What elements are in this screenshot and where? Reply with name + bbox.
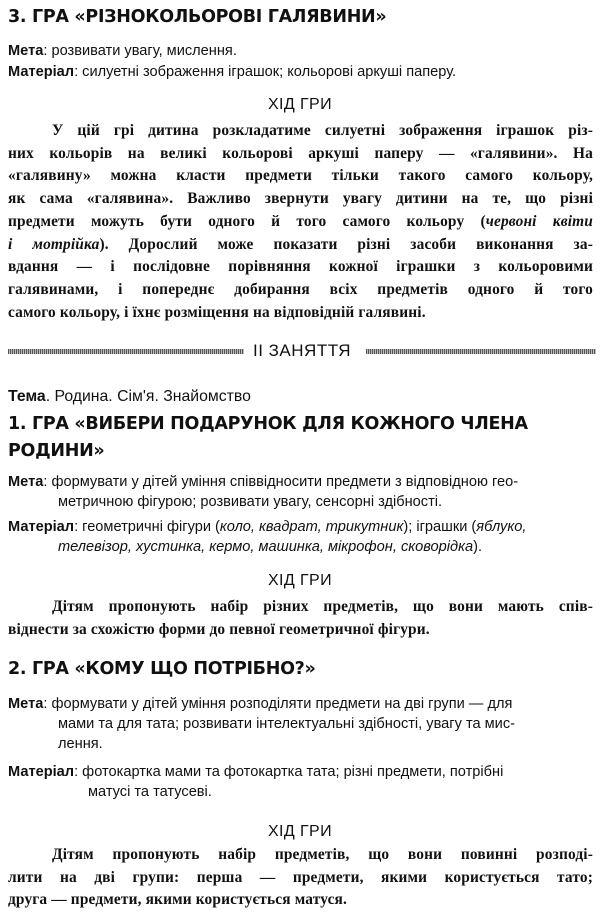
text-line: друга — предмети, якими користується матуся. <box>8 891 348 909</box>
topic-text: . Родина. Сім'я. Знайомство <box>45 387 251 405</box>
game3-course-heading: ХІД ГРИ <box>267 96 333 113</box>
game1-description <box>8 596 593 641</box>
text-line: Дітям пропонують набір предметів, що вони повинні розподі- <box>52 846 593 863</box>
text-line <box>8 211 593 234</box>
text-line: віднести за схожістю форми до певної геометричної фігури. <box>8 620 430 638</box>
text-line: лити на дві групи: перша — предмети, якими користується тато; <box>8 868 593 886</box>
text-line: «галявину» можна класти предмети тільки такого самого кольору, <box>8 167 593 185</box>
game3-title: 3. ГРА «РІЗНОКОЛЬОРОВІ ГАЛЯВИНИ» <box>8 7 387 27</box>
game3-description <box>8 120 593 324</box>
italic-example: червоні квіти <box>485 212 594 230</box>
material-label: Матеріал <box>8 764 75 780</box>
text-line: самого кольору, і їхнє розміщення на відповідній галявині. <box>8 303 426 321</box>
game2-title: 2. ГРА «КОМУ ЩО ПОТРІБНО?» <box>8 659 316 679</box>
material-text: ). <box>473 539 483 555</box>
title-line: 1. ГРА «ВИБЕРИ ПОДАРУНОК ДЛЯ КОЖНОГО ЧЛЕНА <box>8 414 528 434</box>
material-line <box>8 537 596 557</box>
text-line: Дітям пропонують набір різних предметів, що вони мають спів- <box>52 598 593 615</box>
text-line: вдання — і послідовне порівняння кожної іграшки з кольоровими <box>8 258 593 276</box>
session-topic <box>8 386 596 408</box>
text-line: як сама «галявина». Важливо звернути увагу дитини на те, що різні <box>8 190 593 208</box>
divider-bar-right <box>366 349 596 354</box>
title-line: РОДИНИ» <box>8 441 105 461</box>
game2-goal <box>8 694 596 754</box>
material-shapes: коло, квадрат, трикутник <box>219 519 404 535</box>
text-line: них кольорів на великі кольорові аркуші паперу — «галявини». На <box>8 144 593 162</box>
material-text: : фотокартка мами та фотокартка тата; різні предмети, потрібні <box>74 764 504 780</box>
game2-material <box>8 762 596 802</box>
game2-course-heading: ХІД ГРИ <box>267 823 333 840</box>
text-line: У цій грі дитина розкладатиме силуетні зображення іграшок різ- <box>52 122 593 139</box>
goal-label: Мета <box>8 474 44 490</box>
session-divider <box>8 340 596 362</box>
game1-course-heading: ХІД ГРИ <box>267 572 333 589</box>
material-toys: телевізор, хустинка, кермо, машинка, мікрофон, сковорідка <box>58 539 474 555</box>
italic-example: і мотрійка <box>8 235 100 253</box>
game1-goal <box>8 472 596 512</box>
material-text: матусі та татусеві. <box>88 784 212 800</box>
goal-text: : розвивати увагу, мислення. <box>43 43 237 59</box>
game3-material <box>8 62 596 82</box>
material-label: Матеріал <box>8 64 75 80</box>
goal-text: метричною фігурою; розвивати увагу, сенсорні здібності. <box>58 494 443 510</box>
goal-text: лення. <box>58 736 103 752</box>
text-fragment: предмети можуть бути одного й того самого кольору ( <box>8 212 486 230</box>
game1-material <box>8 517 596 557</box>
game2-description <box>8 844 593 912</box>
material-text: : геометричні фігури ( <box>74 519 220 535</box>
material-text: : силуетні зображення іграшок; кольорові аркуші паперу. <box>74 64 457 80</box>
game1-title <box>8 411 593 465</box>
game3-goal <box>8 41 596 61</box>
goal-text: : формувати у дітей уміння співвідносити предмети з відповідною гео- <box>43 474 519 490</box>
material-toys: яблуко, <box>476 519 527 535</box>
session-label: II ЗАНЯТТЯ <box>252 341 351 360</box>
text-fragment: ). Дорослий може показати різні засоби виконання за- <box>99 235 593 253</box>
material-text: ); іграшки ( <box>403 519 477 535</box>
goal-label: Мета <box>8 43 44 59</box>
text-line <box>8 234 593 257</box>
goal-label: Мета <box>8 696 44 712</box>
material-label: Матеріал <box>8 519 75 535</box>
goal-text: мами та для тата; розвивати інтелектуальні здібності, увагу та мис- <box>58 716 515 732</box>
text-line: галявинами, і попереднє добирання всіх предметів одного й того <box>8 280 593 298</box>
goal-text: : формувати у дітей уміння розподіляти предмети на дві групи — для <box>43 696 513 712</box>
topic-label: Тема <box>8 387 46 405</box>
